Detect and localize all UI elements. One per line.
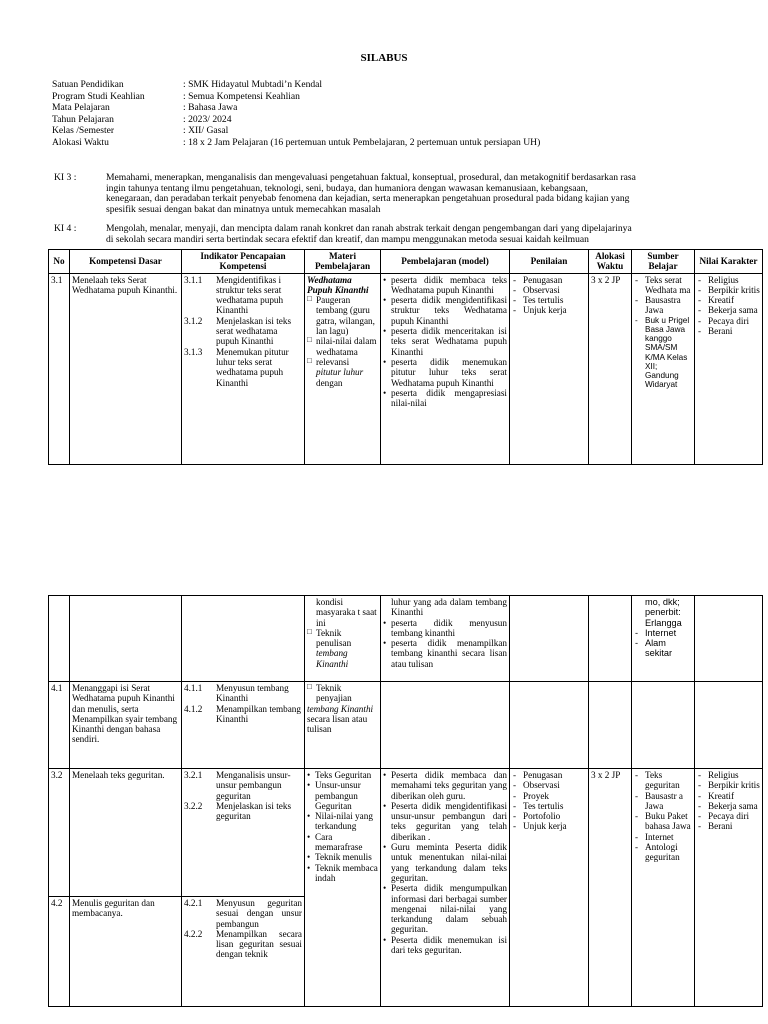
sumber-continuation: mo, dkk; penerbit: Erlangga: [645, 597, 682, 628]
indicator-item: [184, 898, 302, 929]
materi-item: □ Paugeran tembang (guru gatra, wilangan, lan lagu): [307, 295, 378, 336]
pembelajaran-item: • peserta didik menceritakan isi teks serat Wedhatama pupuh Kinanthi: [383, 326, 507, 357]
sumber-cell: [632, 273, 695, 464]
pembelajaran-item: • peserta didik mengidentifikasi struktur teks Wedhatama pupuh Kinanthi: [383, 295, 507, 326]
header-kompetensi-dasar: Kompetensi Dasar: [70, 250, 182, 274]
ki3-line: ingin tahunya tentang ilmu pengetahuan, teknologi, seni, budaya, dan humaniora dengan wawasan kemanusiaan, kebangsaan,: [106, 182, 588, 194]
indicator-number: 4.2.2: [184, 928, 203, 939]
kompetensi-dasar: [70, 596, 182, 682]
row-number: 3.1: [49, 273, 70, 464]
indicator-number: 3.1.1: [184, 274, 203, 285]
penilaian-item: - Portofolio: [512, 811, 586, 821]
indicator-number: 3.1.3: [184, 346, 203, 357]
alokasi-cell: 3 x 2 JP: [589, 769, 632, 1007]
materi-item: • Unsur-unsur pembangun Geguritan: [307, 780, 378, 811]
identity-value: : Semua Kompetensi Keahlian: [183, 90, 300, 102]
materi-tail: secara lisan atau tulisan: [307, 713, 368, 735]
sumber-item: - Alam sekitar: [634, 638, 692, 659]
row-number: [49, 596, 70, 682]
header-pembelajaran: Pembelajaran (model): [381, 250, 510, 274]
pembelajaran-item: • peserta didik menemukan pitutur luhur teks serat Wedhatama pupuh Kinanthi: [383, 357, 507, 388]
materi-item: • Teks Geguritan: [307, 770, 378, 780]
row-number: 4.1: [49, 682, 70, 769]
header-alokasi: Alokasi Waktu: [589, 250, 632, 274]
alokasi-cell: 3 x 2 JP: [589, 273, 632, 464]
karakter-item: - Bekerja sama: [697, 801, 760, 811]
indicator-list: [182, 273, 305, 464]
materi-item: □ relevansi: [307, 357, 378, 367]
karakter-item: - Berpikir kritis: [697, 780, 760, 790]
sumber-item: - Internet: [634, 628, 692, 638]
materi-list: [307, 628, 378, 649]
pembelajaran-cell: [381, 682, 510, 769]
karakter-item: - Bekerja sama: [697, 305, 760, 315]
pembelajaran-item: • Peserta didik menemukan isi dari teks geguritan.: [383, 935, 507, 956]
indicator-number: 4.1.1: [184, 683, 203, 693]
penilaian-list: [512, 275, 586, 316]
indicator-list: [182, 596, 305, 682]
indicator-text: Menganalisis unsur-unsur pembangun geguritan: [216, 770, 291, 801]
pembelajaran-item: • Peserta didik mengidentifikasi unsur-unsur pembangun dari teks geguritan yang telah diberikan .: [383, 801, 507, 842]
sumber-list: [634, 770, 692, 863]
indicator-text: Menjelaskan isi teks geguritan: [216, 800, 292, 822]
indicator-number: 3.2.2: [184, 800, 203, 811]
indicator-text: Menemukan pitutur luhur teks serat wedhatama pupuh Kinanthi: [216, 346, 289, 388]
kompetensi-dasar: Menanggapi isi Serat Wedhatama pupuh Kinanthi dan menulis, serta Menampilkan syair tembang Kinanthi dengan bahasa sendiri.: [70, 682, 182, 769]
indicator-item: [184, 683, 302, 704]
pembelajaran-item: • Guru meminta Peserta didik untuk menentukan nilai-nilai yang terkandung dalam teks geguritan.: [383, 842, 507, 883]
sumber-item: - Teks serat Wedhata ma: [634, 275, 692, 296]
materi-tail: kondisi masyaraka t saat ini: [316, 597, 377, 628]
materi-tail: pitutur luhur: [316, 367, 364, 378]
materi-title: Wedhatama Pupuh Kinanthi: [307, 274, 369, 295]
penilaian-list: [512, 770, 586, 832]
pembelajaran-cell: [381, 769, 510, 1007]
kompetensi-dasar: Menelaah teks Serat Wedhatama pupuh Kinanthi.: [70, 273, 182, 464]
karakter-cell: [695, 596, 763, 682]
sumber-cell: [632, 769, 695, 1007]
karakter-item: - Berpikir kritis: [697, 285, 760, 295]
kompetensi-dasar: Menelaah teks geguritan.: [70, 769, 182, 897]
pembelajaran-list: [383, 618, 507, 669]
header-materi: Materi Pembelajaran: [305, 250, 381, 274]
identity-value: : Bahasa Jawa: [183, 102, 238, 114]
identity-label: Alokasi Waktu: [52, 136, 109, 148]
karakter-item: - Berani: [697, 821, 760, 831]
penilaian-cell: [510, 682, 589, 769]
materi-item: • Nilai-nilai yang terkandung: [307, 811, 378, 832]
sumber-item: - Teks geguritan: [634, 770, 692, 791]
pembelajaran-cell: [381, 596, 510, 682]
materi-item: □ nilai-nilai dalam wedhatama: [307, 336, 378, 357]
ki4-tag: KI 4 :: [54, 223, 77, 234]
indicator-item: [184, 704, 302, 725]
ki3-line: Memahami, menerapkan, menganalisis dan mengevaluasi pengetahuan faktual, konseptual, prosedural, dan metakognitif berdasarkan rasa: [106, 172, 636, 183]
header-no: No: [49, 250, 70, 274]
penilaian-cell: [510, 273, 589, 464]
materi-list: [307, 770, 378, 883]
header-karakter: Nilai Karakter: [695, 250, 763, 274]
sumber-cell: [632, 682, 695, 769]
row-number: 3.2: [49, 769, 70, 897]
indicator-text: Menyusun tembang Kinanthi: [216, 683, 289, 704]
alokasi-cell: [589, 596, 632, 682]
materi-tail: tembang Kinanthi: [316, 648, 349, 669]
pembelajaran-continuation: luhur yang ada dalam tembang Kinanthi: [391, 597, 507, 618]
penilaian-item: - Observasi: [512, 780, 586, 790]
sumber-item: - Antologi geguritan: [634, 842, 692, 863]
identity-value: : 18 x 2 Jam Pelajaran (16 pertemuan untuk Pembelajaran, 2 pertemuan untuk persiapan UH): [183, 136, 541, 148]
materi-item: • Cara memarafrase: [307, 832, 378, 853]
indicator-list: [182, 897, 305, 1007]
karakter-item: - Berani: [697, 326, 760, 336]
indicator-text: Menjelaskan isi teks serat wedhatama pupuh Kinanthi: [216, 315, 292, 347]
ki4-line: Mengolah, menalar, menyaji, dan mencipta dalam ranah konkret dan ranah abstrak terkait dengan pengembangan dari yang dipelajarinya: [106, 223, 632, 234]
penilaian-cell: [510, 596, 589, 682]
karakter-item: - Religius: [697, 770, 760, 780]
materi-cell: [305, 769, 381, 1007]
indicator-text: Mengidentifikas i struktur teks serat wedhatama pupuh Kinanthi: [216, 274, 284, 316]
header-indikator: Indikator Pencapaian Kompetensi: [182, 250, 305, 274]
penilaian-cell: [510, 769, 589, 1007]
indicator-item: [184, 929, 302, 960]
pembelajaran-item: • Peserta didik mengumpulkan informasi dari berbagai sumber mengenai nilai-nilai yang terkandung dalam sebuah geguritan.: [383, 883, 507, 934]
sumber-item: - Internet: [634, 832, 692, 842]
indicator-number: 3.2.1: [184, 770, 203, 780]
syllabus-table-bottom: [48, 595, 763, 1007]
karakter-cell: [695, 273, 763, 464]
materi-cell: [305, 596, 381, 682]
syllabus-table-top: [48, 249, 763, 465]
indicator-number: 4.2.1: [184, 898, 203, 908]
indicator-item: [184, 316, 302, 347]
penilaian-item: - Tes tertulis: [512, 801, 586, 811]
header-penilaian: Penilaian: [510, 250, 589, 274]
indicator-list: [182, 769, 305, 897]
pembelajaran-item: • peserta didik membaca teks Wedhatama pupuh Kinanthi: [383, 275, 507, 296]
pembelajaran-item: • peserta didik menampilkan tembang kinanthi secara lisan atau tulisan: [383, 638, 507, 669]
ki4-line: di sekolah secara mandiri serta bertindak secara efektif dan kreatif, dan mampu menggunakan metoda sesuai kaidah keilmuan: [106, 233, 589, 245]
ki3-tag: KI 3 :: [54, 172, 77, 183]
karakter-item: - Pecaya diri: [697, 811, 760, 821]
sumber-item: - Buku Paket bahasa Jawa: [634, 811, 692, 832]
pembelajaran-cell: [381, 273, 510, 464]
ki3-text: [106, 173, 766, 216]
identity-label: Mata Pelajaran: [52, 102, 110, 114]
ki4-text: [106, 224, 766, 245]
pembelajaran-item: • Peserta didik membaca dan memahami teks geguritan yang diberikan oleh guru.: [383, 770, 507, 801]
kompetensi-dasar: Menulis geguritan dan membacanya.: [70, 897, 182, 1007]
materi-list: [307, 295, 378, 367]
sumber-list: [634, 275, 692, 390]
materi-list: [307, 683, 378, 704]
materi-tail: tembang Kinanthi: [307, 703, 374, 714]
header-sumber: Sumber Belajar: [632, 250, 695, 274]
materi-item: • Teknik membaca indah: [307, 863, 378, 884]
ki3-line: spesifik sesuai dengan bakat dan minatnya untuk memecahkan masalah: [106, 204, 381, 216]
sumber-item: - Bausastr a Jawa: [634, 791, 692, 812]
indicator-list: [182, 682, 305, 769]
materi-cell: [305, 682, 381, 769]
karakter-item: - Kreatif: [697, 295, 760, 305]
karakter-item: - Kreatif: [697, 791, 760, 801]
sumber-item: - Buk u Prigel Basa Jawa kanggo SMA/SM K/MA Kelas XII; Gandung Widaryat: [634, 316, 692, 390]
pembelajaran-item: • peserta didik menyusun tembang kinanthi: [383, 618, 507, 639]
ki3-line: kenegaraan, dan peradaban terkait penyebab fenomena dan kejadian, serta menerapkan pengetahuan prosedural pada bidang kajian yang: [106, 193, 630, 205]
alokasi-cell: [589, 682, 632, 769]
indicator-item: [184, 801, 302, 822]
identity-value: : SMK Hidayatul Mubtadi’n Kendal: [183, 79, 323, 90]
pembelajaran-list: [383, 770, 507, 955]
indicator-item: [184, 347, 302, 388]
identity-label: Program Studi Keahlian: [52, 90, 145, 102]
karakter-cell: [695, 769, 763, 1007]
indicator-item: [184, 275, 302, 316]
karakter-cell: [695, 682, 763, 769]
karakter-list: [697, 275, 760, 337]
indicator-text: Menampilkan tembang Kinanthi: [216, 703, 301, 724]
penilaian-item: - Proyek: [512, 791, 586, 801]
sumber-list: [634, 628, 692, 659]
penilaian-item: - Penugasan: [512, 770, 586, 780]
identity-value: : 2023/ 2024: [183, 113, 232, 125]
sumber-cell: [632, 596, 695, 682]
indicator-item: [184, 770, 302, 801]
identity-value: : XII/ Gasal: [183, 125, 229, 137]
karakter-item: - Religius: [697, 275, 760, 285]
sumber-item: - Bausastra Jawa: [634, 295, 692, 316]
identity-label: Satuan Pendidikan: [52, 79, 124, 90]
materi-item: □ Teknik penulisan: [307, 628, 378, 649]
penilaian-item: - Unjuk kerja: [512, 305, 586, 315]
materi-item: □ Teknik penyajian: [307, 683, 378, 704]
identity-table: [52, 80, 540, 150]
materi-tail: dengan: [316, 377, 343, 388]
penilaian-item: - Tes tertulis: [512, 295, 586, 305]
penilaian-item: - Unjuk kerja: [512, 821, 586, 831]
indicator-text: Menampilkan secara lisan geguritan sesuai dengan teknik: [216, 928, 302, 960]
indicator-number: 4.1.2: [184, 703, 203, 714]
identity-label: Kelas /Semester: [52, 125, 115, 137]
penilaian-item: - Observasi: [512, 285, 586, 295]
identity-label: Tahun Pelajaran: [52, 113, 114, 125]
penilaian-item: - Penugasan: [512, 275, 586, 285]
karakter-list: [697, 770, 760, 832]
pembelajaran-item: • peserta didik mengapresiasi nilai-nilai: [383, 388, 507, 409]
indicator-number: 3.1.2: [184, 315, 203, 326]
indicator-text: Menyusun geguritan sesuai dengan unsur pembangun: [216, 898, 302, 929]
materi-item: • Teknik menulis: [307, 852, 378, 862]
row-number: 4.2: [49, 897, 70, 1007]
karakter-item: - Pecaya diri: [697, 316, 760, 326]
materi-cell: [305, 273, 381, 464]
pembelajaran-list: [383, 275, 507, 409]
document-title: SILABUS: [360, 52, 408, 64]
